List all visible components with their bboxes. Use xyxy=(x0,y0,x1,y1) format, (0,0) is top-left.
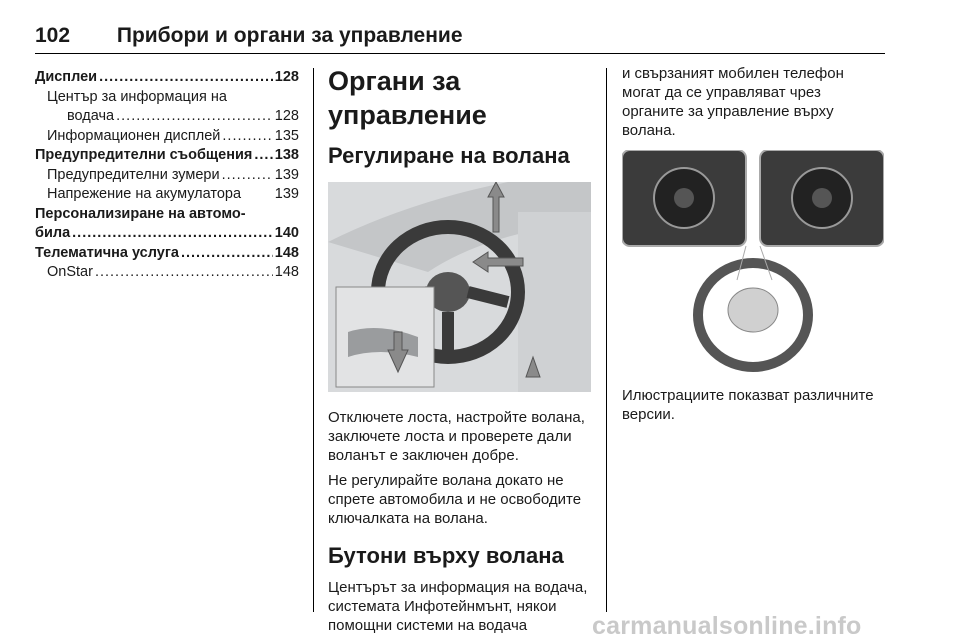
toc-entry[interactable] xyxy=(35,205,299,225)
toc-entry[interactable] xyxy=(35,127,299,147)
toc-entry-label: Предупредителни съобщения xyxy=(35,147,253,163)
paragraph-phone: и свързаният мобилен телефон могат да се управляват чрез органите за управление върху волана. xyxy=(622,65,844,139)
page-number: 102 xyxy=(35,24,71,47)
toc-entry-label: Напрежение на акумулатора xyxy=(47,186,242,202)
toc-entry-label: Дисплеи xyxy=(35,69,98,85)
toc-leader-dots xyxy=(116,107,273,127)
toc-entry-page: 139 xyxy=(274,166,299,183)
toc-leader-dots xyxy=(222,166,273,186)
toc-entry-page: 128 xyxy=(274,108,299,124)
toc-entry-page: 148 xyxy=(274,244,299,261)
page-header xyxy=(35,24,463,48)
paragraph-warning: Не регулирайте волана докато не спрете автомобила и не освободите ключалката на волана. xyxy=(328,472,582,527)
column-right xyxy=(622,64,886,430)
toc-entry-label: Център за информация на xyxy=(47,88,227,105)
toc-entry[interactable] xyxy=(35,88,299,108)
toc-entry-page: 139 xyxy=(274,186,299,202)
steering-controls-image xyxy=(622,150,884,372)
toc-entry-label: била xyxy=(35,225,71,241)
column-divider-left xyxy=(313,68,314,612)
toc-entry[interactable] xyxy=(35,107,299,127)
toc-entry-label: Предупредителни зумери xyxy=(47,166,220,183)
toc-entry-label: Телематична услуга xyxy=(35,244,179,261)
toc-entry-page: 140 xyxy=(274,225,299,241)
toc-entry[interactable] xyxy=(35,166,299,186)
table-of-contents xyxy=(35,68,299,283)
toc-leader-dots xyxy=(222,127,272,147)
toc-leader-dots xyxy=(72,224,273,244)
subsection-heading-buttons: Бутони върху волана xyxy=(328,543,564,568)
section-heading: Органи за управление xyxy=(328,66,487,130)
column-divider-right xyxy=(606,68,607,612)
toc-entry-label: Персонализиране на автомо- xyxy=(35,205,246,222)
toc-leader-dots xyxy=(181,244,273,264)
toc-leader-dots xyxy=(99,68,273,88)
toc-leader-dots xyxy=(95,263,273,283)
toc-entry-page: 148 xyxy=(274,264,299,280)
toc-entry[interactable] xyxy=(35,224,299,244)
toc-entry[interactable] xyxy=(35,263,299,283)
figure-caption: Илюстрациите показват различните версии. xyxy=(622,387,874,423)
header-rule xyxy=(35,53,885,54)
toc-entry-label: OnStar xyxy=(47,264,93,280)
toc-entry-page: 135 xyxy=(274,127,299,144)
paragraph-adjust: Отключете лоста, настройте волана, заключете лоста и проверете дали воланът е заключен добре. xyxy=(328,409,585,464)
column-middle xyxy=(328,64,598,641)
toc-entry[interactable] xyxy=(35,244,299,264)
subsection-heading-steering: Регулиране на волана xyxy=(328,143,570,168)
steering-buttons-illustration xyxy=(622,150,884,372)
toc-leader-dots xyxy=(254,146,272,166)
toc-entry[interactable] xyxy=(35,68,299,88)
toc-entry-label: Информационен дисплей xyxy=(47,127,221,144)
toc-entry-page: 128 xyxy=(274,69,299,85)
chapter-title: Прибори и органи за управление xyxy=(116,24,463,47)
toc-entry[interactable] xyxy=(35,185,299,205)
paragraph-buttons: Центърът за информация на водача, системата Инфотейнмънт, някои помощни системи на водача xyxy=(328,579,588,634)
steering-wheel-image xyxy=(328,182,591,392)
toc-entry[interactable] xyxy=(35,146,299,166)
toc-entry-page: 138 xyxy=(274,147,299,163)
steering-adjustment-illustration xyxy=(328,182,591,392)
watermark-text: carmanualsonline.info xyxy=(592,612,862,640)
toc-entry-label: водача xyxy=(67,108,115,124)
